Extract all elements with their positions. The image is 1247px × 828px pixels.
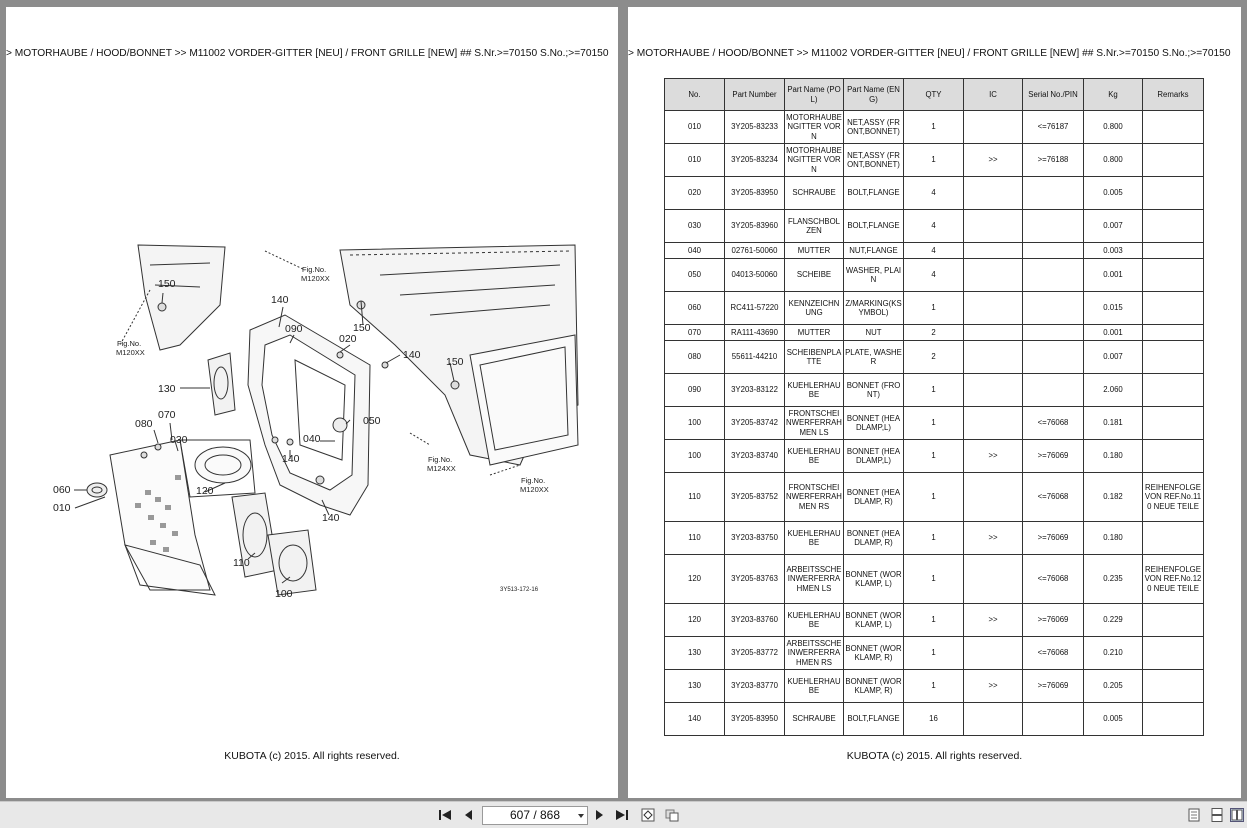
- serial-cell: <=76187: [1023, 111, 1084, 144]
- page-indicator: 607 / 868: [509, 808, 561, 822]
- part-name-pol-cell: KUEHLERHAUBE: [785, 604, 844, 637]
- column-header: Part Number: [725, 79, 785, 111]
- ic-cell: [964, 637, 1023, 670]
- copyright-footer: KUBOTA (c) 2015. All rights reserved.: [846, 750, 1023, 762]
- part-name-pol-cell: SCHRAUBE: [785, 177, 844, 210]
- ic-cell: >>: [964, 522, 1023, 555]
- ref-no-cell: 090: [665, 374, 725, 407]
- column-header: Part Name (POL): [785, 79, 844, 111]
- ref-no-cell: 120: [665, 555, 725, 604]
- remarks-cell: [1143, 111, 1204, 144]
- table-row: [665, 637, 1204, 670]
- serial-cell: [1023, 703, 1084, 736]
- serial-cell: <=76068: [1023, 637, 1084, 670]
- part-name-pol-cell: FRONTSCHEINWERFERRAHMEN LS: [785, 407, 844, 440]
- callout-140: 140: [322, 512, 340, 524]
- ic-cell: >>: [964, 144, 1023, 177]
- callout-150: 150: [158, 278, 176, 290]
- part-name-pol-cell: KUEHLERHAUBE: [785, 374, 844, 407]
- single-page-view-icon[interactable]: [1187, 808, 1201, 822]
- qty-cell: 4: [904, 243, 964, 259]
- copyright-footer: KUBOTA (c) 2015. All rights reserved.: [224, 750, 400, 762]
- part-name-pol-cell: KENNZEICHNUNG: [785, 292, 844, 325]
- part-name-pol-cell: FRONTSCHEINWERFERRAHMEN RS: [785, 473, 844, 522]
- qty-cell: 2: [904, 341, 964, 374]
- table-row: [665, 111, 1204, 144]
- ic-cell: [964, 703, 1023, 736]
- part-name-pol-cell: MOTORHAUBENGITTER VORN: [785, 111, 844, 144]
- ref-no-cell: 010: [665, 111, 725, 144]
- serial-cell: >=76069: [1023, 440, 1084, 473]
- remarks-cell: [1143, 210, 1204, 243]
- weight-cell: 0.229: [1084, 604, 1143, 637]
- column-header: Remarks: [1143, 79, 1204, 111]
- weight-cell: 0.015: [1084, 292, 1143, 325]
- ref-no-cell: 030: [665, 210, 725, 243]
- part-name-eng-cell: NET,ASSY (FRONT,BONNET): [844, 144, 904, 177]
- serial-cell: [1023, 292, 1084, 325]
- ic-cell: [964, 177, 1023, 210]
- part-name-eng-cell: PLATE, WASHER: [844, 341, 904, 374]
- fig-ref-code: M120XX: [116, 348, 145, 357]
- weight-cell: 0.182: [1084, 473, 1143, 522]
- ic-cell: [964, 341, 1023, 374]
- breadcrumb: > MOTORHAUBE / HOOD/BONNET >> M11002 VORDER-GITTER [NEU] / FRONT GRILLE [NEW] ## S.Nr.>=70150 S.No.;>=70150: [6, 48, 609, 59]
- prev-page-icon[interactable]: [461, 808, 475, 822]
- part-number-cell: 3Y205-83763: [725, 555, 785, 604]
- part-number-cell: 3Y205-83234: [725, 144, 785, 177]
- remarks-cell: [1143, 325, 1204, 341]
- callout-070: 070: [158, 409, 176, 421]
- ic-cell: [964, 325, 1023, 341]
- callout-090: 090: [285, 323, 303, 335]
- fig-ref-code: M120XX: [520, 485, 549, 494]
- serial-cell: >=76069: [1023, 670, 1084, 703]
- weight-cell: 2.060: [1084, 374, 1143, 407]
- weight-cell: 0.210: [1084, 637, 1143, 670]
- part-name-eng-cell: Z/MARKING(KSYMBOL): [844, 292, 904, 325]
- part-name-pol-cell: MUTTER: [785, 243, 844, 259]
- fit-width-icon[interactable]: [665, 808, 679, 822]
- part-name-eng-cell: BOLT,FLANGE: [844, 210, 904, 243]
- serial-cell: [1023, 325, 1084, 341]
- left-page: [6, 7, 618, 798]
- breadcrumb: > MOTORHAUBE / HOOD/BONNET >> M11002 VORDER-GITTER [NEU] / FRONT GRILLE [NEW] ## S.Nr.>=70150 S.No.;>=70150: [628, 48, 1231, 59]
- parts-table-body: [665, 111, 1204, 736]
- remarks-cell: [1143, 703, 1204, 736]
- weight-cell: 0.007: [1084, 341, 1143, 374]
- part-name-eng-cell: BONNET (FRONT): [844, 374, 904, 407]
- ref-no-cell: 140: [665, 703, 725, 736]
- callout-130: 130: [158, 383, 176, 395]
- callout-050: 050: [363, 415, 381, 427]
- table-header-row: [665, 79, 1204, 111]
- weight-cell: 0.001: [1084, 325, 1143, 341]
- part-name-eng-cell: BONNET (WORKLAMP, L): [844, 555, 904, 604]
- remarks-cell: [1143, 243, 1204, 259]
- part-name-eng-cell: NUT: [844, 325, 904, 341]
- weight-cell: 0.180: [1084, 522, 1143, 555]
- ic-cell: [964, 555, 1023, 604]
- fig-ref-code: M120XX: [301, 274, 330, 283]
- part-name-pol-cell: KUEHLERHAUBE: [785, 670, 844, 703]
- weight-cell: 0.180: [1084, 440, 1143, 473]
- remarks-cell: [1143, 670, 1204, 703]
- qty-cell: 1: [904, 292, 964, 325]
- chevron-down-icon: [578, 814, 584, 818]
- ref-no-cell: 060: [665, 292, 725, 325]
- column-header: No.: [665, 79, 725, 111]
- table-row: [665, 604, 1204, 637]
- parts-table: [664, 78, 1204, 736]
- serial-cell: [1023, 341, 1084, 374]
- part-name-pol-cell: SCHEIBENPLATTE: [785, 341, 844, 374]
- part-name-eng-cell: BONNET (HEADLAMP, R): [844, 522, 904, 555]
- two-page-view-icon[interactable]: [1230, 808, 1244, 822]
- part-number-cell: 3Y205-83752: [725, 473, 785, 522]
- right-page: [628, 7, 1241, 798]
- qty-cell: 1: [904, 604, 964, 637]
- callout-110: 110: [233, 557, 250, 569]
- qty-cell: 1: [904, 111, 964, 144]
- ref-no-cell: 020: [665, 177, 725, 210]
- fig-ref-label: Fig.No.: [521, 476, 546, 485]
- part-name-pol-cell: SCHRAUBE: [785, 703, 844, 736]
- callout-140: 140: [403, 349, 421, 361]
- qty-cell: 4: [904, 177, 964, 210]
- callout-010: 010: [53, 502, 71, 514]
- exploded-parts-drawing: [50, 235, 582, 597]
- remarks-cell: [1143, 637, 1204, 670]
- part-number-cell: 3Y205-83960: [725, 210, 785, 243]
- serial-cell: [1023, 177, 1084, 210]
- part-name-pol-cell: KUEHLERHAUBE: [785, 440, 844, 473]
- first-page-icon[interactable]: [438, 808, 452, 822]
- qty-cell: 1: [904, 522, 964, 555]
- column-header: Part Name (ENG): [844, 79, 904, 111]
- column-header: Serial No./PIN: [1023, 79, 1084, 111]
- table-row: [665, 144, 1204, 177]
- callout-020: 020: [339, 333, 357, 345]
- qty-cell: 16: [904, 703, 964, 736]
- callout-100: 100: [275, 588, 293, 597]
- part-number-cell: 3Y205-83950: [725, 177, 785, 210]
- part-number-cell: 3Y203-83750: [725, 522, 785, 555]
- ref-no-cell: 100: [665, 407, 725, 440]
- qty-cell: 1: [904, 670, 964, 703]
- weight-cell: 0.001: [1084, 259, 1143, 292]
- callout-030: 030: [170, 434, 188, 446]
- remarks-cell: [1143, 259, 1204, 292]
- remarks-cell: [1143, 177, 1204, 210]
- ic-cell: [964, 374, 1023, 407]
- part-number-cell: 3Y205-83950: [725, 703, 785, 736]
- table-row: [665, 407, 1204, 440]
- part-name-eng-cell: NET,ASSY (FRONT,BONNET): [844, 111, 904, 144]
- part-number-cell: 3Y203-83770: [725, 670, 785, 703]
- weight-cell: 0.205: [1084, 670, 1143, 703]
- remarks-cell: [1143, 407, 1204, 440]
- table-row: [665, 473, 1204, 522]
- serial-cell: <=76068: [1023, 555, 1084, 604]
- part-number-cell: 3Y205-83772: [725, 637, 785, 670]
- serial-cell: >=76188: [1023, 144, 1084, 177]
- part-number-cell: 3Y203-83740: [725, 440, 785, 473]
- table-row: [665, 522, 1204, 555]
- weight-cell: 0.005: [1084, 703, 1143, 736]
- remarks-cell: [1143, 440, 1204, 473]
- table-row: [665, 374, 1204, 407]
- table-row: [665, 259, 1204, 292]
- part-name-pol-cell: MOTORHAUBENGITTER VORN: [785, 144, 844, 177]
- part-name-pol-cell: MUTTER: [785, 325, 844, 341]
- table-row: [665, 325, 1204, 341]
- callout-150: 150: [353, 322, 371, 334]
- part-name-pol-cell: ARBEITSSCHEINWERFERRAHMEN LS: [785, 555, 844, 604]
- serial-cell: [1023, 210, 1084, 243]
- qty-cell: 2: [904, 325, 964, 341]
- ic-cell: [964, 243, 1023, 259]
- continuous-view-icon[interactable]: [1210, 808, 1224, 822]
- qty-cell: 1: [904, 440, 964, 473]
- part-name-eng-cell: BONNET (HEADLAMP,L): [844, 440, 904, 473]
- part-name-eng-cell: BONNET (HEADLAMP, R): [844, 473, 904, 522]
- fit-page-icon[interactable]: [641, 808, 655, 822]
- callout-040: 040: [303, 433, 321, 445]
- callout-060: 060: [53, 484, 71, 496]
- part-name-eng-cell: BOLT,FLANGE: [844, 177, 904, 210]
- part-name-pol-cell: SCHEIBE: [785, 259, 844, 292]
- ic-cell: [964, 210, 1023, 243]
- table-row: [665, 210, 1204, 243]
- serial-cell: [1023, 243, 1084, 259]
- remarks-cell: [1143, 144, 1204, 177]
- part-number-cell: RA111-43690: [725, 325, 785, 341]
- serial-cell: <=76068: [1023, 473, 1084, 522]
- ref-no-cell: 120: [665, 604, 725, 637]
- table-row: [665, 292, 1204, 325]
- fig-ref-label: Fig.No.: [428, 455, 453, 464]
- weight-cell: 0.800: [1084, 111, 1143, 144]
- part-number-cell: 04013-50060: [725, 259, 785, 292]
- part-number-cell: 55611-44210: [725, 341, 785, 374]
- remarks-cell: REIHENFOLGE VON REF.No.120 NEUE TEILE: [1143, 555, 1204, 604]
- weight-cell: 0.007: [1084, 210, 1143, 243]
- ref-no-cell: 010: [665, 144, 725, 177]
- qty-cell: 1: [904, 473, 964, 522]
- page-number-dropdown[interactable]: [482, 806, 588, 825]
- remarks-cell: [1143, 292, 1204, 325]
- ic-cell: >>: [964, 440, 1023, 473]
- callout-120: 120: [196, 485, 214, 497]
- table-row: [665, 341, 1204, 374]
- remarks-cell: [1143, 522, 1204, 555]
- ic-cell: [964, 259, 1023, 292]
- column-header: IC: [964, 79, 1023, 111]
- callout-140: 140: [271, 294, 289, 306]
- callout-140: 140: [282, 453, 300, 465]
- qty-cell: 1: [904, 555, 964, 604]
- remarks-cell: [1143, 341, 1204, 374]
- fig-ref-label: Fig.No.: [302, 265, 327, 274]
- part-name-eng-cell: BONNET (WORKLAMP, R): [844, 670, 904, 703]
- ref-no-cell: 070: [665, 325, 725, 341]
- last-page-icon[interactable]: [615, 808, 629, 822]
- table-row: [665, 440, 1204, 473]
- qty-cell: 1: [904, 144, 964, 177]
- remarks-cell: [1143, 374, 1204, 407]
- part-number-cell: 3Y205-83233: [725, 111, 785, 144]
- ic-cell: [964, 407, 1023, 440]
- ref-no-cell: 050: [665, 259, 725, 292]
- ref-no-cell: 100: [665, 440, 725, 473]
- qty-cell: 1: [904, 407, 964, 440]
- serial-cell: >=76069: [1023, 522, 1084, 555]
- ic-cell: [964, 473, 1023, 522]
- weight-cell: 0.181: [1084, 407, 1143, 440]
- callout-080: 080: [135, 418, 153, 430]
- column-header: QTY: [904, 79, 964, 111]
- remarks-cell: REIHENFOLGE VON REF.No.110 NEUE TEILE: [1143, 473, 1204, 522]
- qty-cell: 1: [904, 374, 964, 407]
- part-number-cell: 3Y205-83742: [725, 407, 785, 440]
- weight-cell: 0.800: [1084, 144, 1143, 177]
- table-row: [665, 703, 1204, 736]
- serial-cell: [1023, 259, 1084, 292]
- table-row: [665, 177, 1204, 210]
- part-name-eng-cell: BONNET (WORKLAMP, R): [844, 637, 904, 670]
- ref-no-cell: 130: [665, 637, 725, 670]
- part-name-eng-cell: WASHER, PLAIN: [844, 259, 904, 292]
- part-number-cell: RC411-57220: [725, 292, 785, 325]
- ic-cell: [964, 292, 1023, 325]
- part-number-cell: 3Y203-83760: [725, 604, 785, 637]
- ref-no-cell: 130: [665, 670, 725, 703]
- ref-no-cell: 040: [665, 243, 725, 259]
- ref-no-cell: 080: [665, 341, 725, 374]
- table-row: [665, 670, 1204, 703]
- weight-cell: 0.005: [1084, 177, 1143, 210]
- part-name-eng-cell: BOLT,FLANGE: [844, 703, 904, 736]
- weight-cell: 0.003: [1084, 243, 1143, 259]
- fig-ref-label: Fig.No.: [117, 339, 142, 348]
- part-name-eng-cell: BONNET (HEADLAMP,L): [844, 407, 904, 440]
- part-name-eng-cell: BONNET (WORKLAMP, L): [844, 604, 904, 637]
- drawing-code: 3Y513-172-16: [500, 587, 539, 593]
- part-number-cell: 02761-50060: [725, 243, 785, 259]
- part-name-pol-cell: ARBEITSSCHEINWERFERRAHMEN RS: [785, 637, 844, 670]
- qty-cell: 4: [904, 259, 964, 292]
- qty-cell: 1: [904, 637, 964, 670]
- remarks-cell: [1143, 604, 1204, 637]
- callout-150: 150: [446, 356, 464, 368]
- column-header: Kg: [1084, 79, 1143, 111]
- ref-no-cell: 110: [665, 473, 725, 522]
- weight-cell: 0.235: [1084, 555, 1143, 604]
- ic-cell: [964, 111, 1023, 144]
- part-name-pol-cell: FLANSCHBOLZEN: [785, 210, 844, 243]
- ref-no-cell: 110: [665, 522, 725, 555]
- viewer-toolbar: [0, 801, 1247, 828]
- fig-ref-code: M124XX: [427, 464, 456, 473]
- part-number-cell: 3Y203-83122: [725, 374, 785, 407]
- part-name-eng-cell: NUT,FLANGE: [844, 243, 904, 259]
- part-name-pol-cell: KUEHLERHAUBE: [785, 522, 844, 555]
- table-row: [665, 555, 1204, 604]
- serial-cell: [1023, 374, 1084, 407]
- ic-cell: >>: [964, 604, 1023, 637]
- serial-cell: <=76068: [1023, 407, 1084, 440]
- qty-cell: 4: [904, 210, 964, 243]
- next-page-icon[interactable]: [593, 808, 607, 822]
- ic-cell: >>: [964, 670, 1023, 703]
- table-row: [665, 243, 1204, 259]
- serial-cell: >=76069: [1023, 604, 1084, 637]
